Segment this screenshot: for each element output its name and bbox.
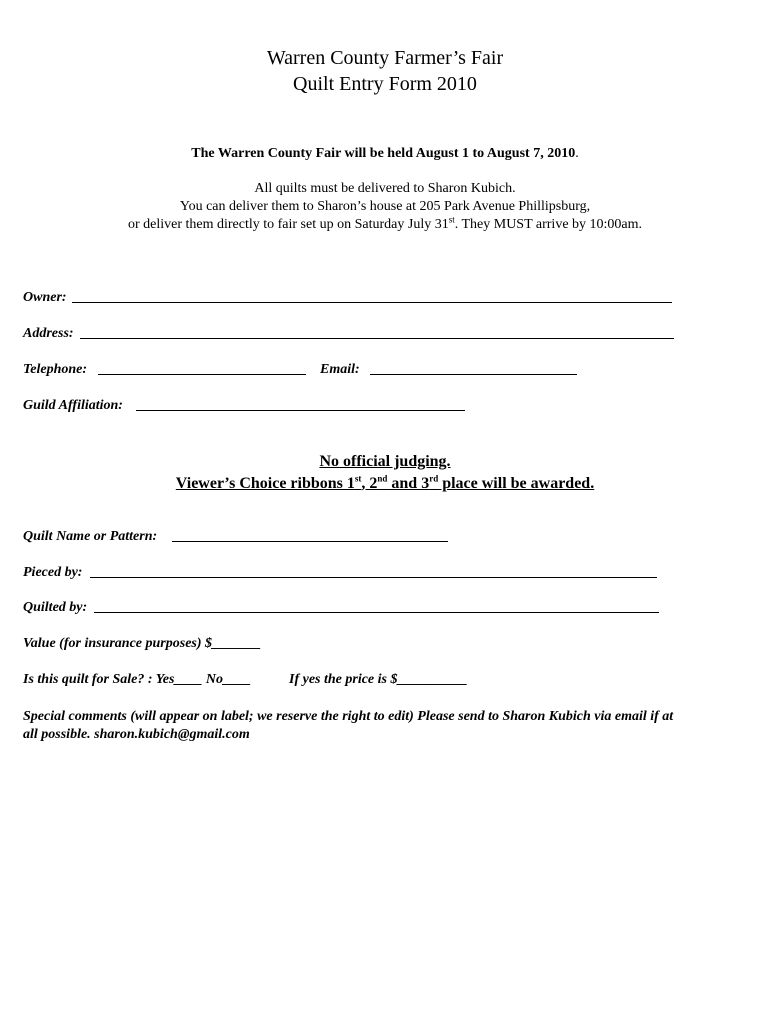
address-field[interactable] [80,338,674,339]
price-field[interactable]: If yes the price is $__________ [289,672,468,687]
quilted-by-field[interactable] [94,612,659,613]
guild-field[interactable] [136,410,465,411]
comments-line-1: Special comments (will appear on label; we reserve the right to edit) Please send to Sharon Kubich via email if at [23,709,674,724]
telephone-field[interactable] [98,374,306,375]
pieced-by-label: Pieced by: [23,565,83,580]
comments-line-2: all possible. sharon.kubich@gmail.com [23,727,250,742]
delivery-instructions [0,180,770,234]
owner-label: Owner: [23,290,67,305]
pieced-by-field[interactable] [90,577,657,578]
telephone-label: Telephone: [23,362,88,377]
title-line-1: Warren County Farmer’s Fair [266,47,504,69]
form-title [0,45,770,97]
quilted-by-label: Quilted by: [23,600,88,615]
fair-dates-period: . [575,146,579,161]
fair-dates [0,145,770,163]
email-label: Email: [320,362,360,377]
delivery-line-1: All quilts must be delivered to Sharon Kubich. [254,181,516,196]
quilt-name-field[interactable] [172,541,448,542]
judging-line-1: No official judging. [319,453,451,470]
address-label: Address: [23,326,74,341]
delivery-line-2: You can deliver them to Sharon’s house at 205 Park Avenue Phillipsburg, [179,199,591,214]
judging-notice [0,451,770,495]
delivery-line-3: or deliver them directly to fair set up on Saturday July 31st. They MUST arrive by 10:00am. [127,214,643,232]
email-field[interactable] [370,374,577,375]
fair-dates-text: The Warren County Fair will be held August 1 to August 7, 2010 [191,146,576,161]
judging-line-2: Viewer’s Choice ribbons 1st, 2nd and 3rd place will be awarded. [175,473,595,492]
for-sale-field[interactable]: Is this quilt for Sale? : Yes____ No____ [23,672,252,687]
value-field[interactable]: Value (for insurance purposes) $_______ [23,636,262,651]
guild-label: Guild Affiliation: [23,398,123,413]
quilt-name-label: Quilt Name or Pattern: [23,529,158,544]
title-line-2: Quilt Entry Form 2010 [293,73,477,95]
special-comments [23,708,743,744]
owner-field[interactable] [72,302,672,303]
